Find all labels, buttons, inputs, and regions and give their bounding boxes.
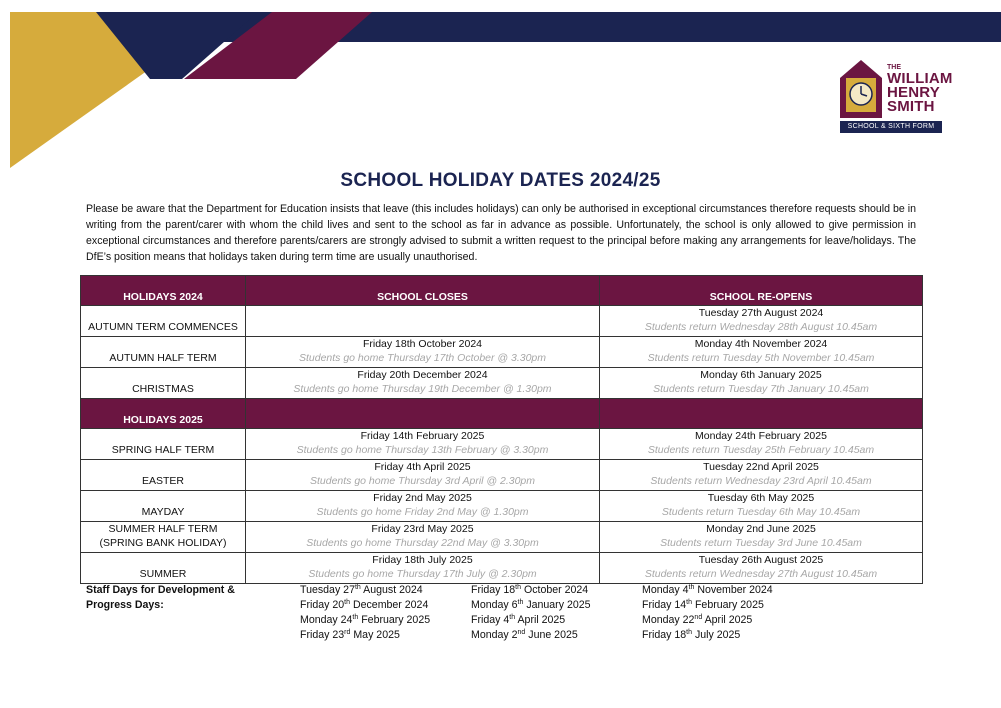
staff-dates-column-1 bbox=[300, 583, 430, 643]
close-date: Friday 20th December 2024 bbox=[357, 369, 488, 381]
holiday-name: SUMMER bbox=[81, 553, 246, 584]
reopen-date: Tuesday 22nd April 2025 bbox=[703, 461, 819, 473]
header-school-reopens: SCHOOL RE-OPENS bbox=[600, 276, 923, 306]
holiday-name: CHRISTMAS bbox=[81, 368, 246, 399]
close-note: Students go home Thursday 17th October @ 3.30pm bbox=[298, 352, 547, 364]
staff-date: Monday 4th November 2024 bbox=[642, 584, 773, 596]
header-empty bbox=[600, 399, 923, 429]
staff-date: Friday 18th October 2024 bbox=[471, 584, 589, 596]
holiday-table bbox=[80, 275, 923, 584]
close-cell bbox=[246, 491, 600, 522]
reopen-note: Students return Tuesday 7th January 10.45am bbox=[653, 383, 869, 395]
reopen-cell bbox=[600, 522, 923, 553]
reopen-cell bbox=[600, 553, 923, 584]
holiday-name: EASTER bbox=[81, 460, 246, 491]
reopen-date: Monday 24th February 2025 bbox=[695, 430, 827, 442]
table-row bbox=[81, 429, 923, 460]
staff-date: Monday 2nd June 2025 bbox=[471, 629, 578, 641]
table-header-2024 bbox=[81, 276, 923, 306]
header-empty bbox=[246, 399, 600, 429]
table-row bbox=[81, 368, 923, 399]
staff-dates-column-3 bbox=[642, 583, 773, 643]
close-cell bbox=[246, 429, 600, 460]
holiday-name: AUTUMN TERM COMMENCES bbox=[81, 306, 246, 337]
close-note: Students go home Thursday 13th February @ 3.30pm bbox=[296, 444, 549, 456]
staff-date: Monday 22nd April 2025 bbox=[642, 614, 753, 626]
close-cell bbox=[246, 460, 600, 491]
holiday-name-line-2: (SPRING BANK HOLIDAY) bbox=[99, 537, 227, 549]
table-row bbox=[81, 306, 923, 337]
holiday-name: AUTUMN HALF TERM bbox=[81, 337, 246, 368]
school-logo bbox=[838, 58, 970, 138]
close-date: Friday 23rd May 2025 bbox=[371, 523, 474, 535]
close-note: Students go home Thursday 17th July @ 2.30pm bbox=[308, 568, 537, 580]
reopen-note: Students return Wednesday 27th August 10.45am bbox=[644, 568, 878, 580]
reopen-cell bbox=[600, 491, 923, 522]
page-title: SCHOOL HOLIDAY DATES 2024/25 bbox=[340, 170, 661, 191]
table-row bbox=[81, 460, 923, 491]
reopen-note: Students return Tuesday 25th February 10.45am bbox=[647, 444, 875, 456]
intro-paragraph: Please be aware that the Department for Education insists that leave (this includes holidays) can only be authorised in exceptional circumstances therefore requests should be in writing from the parent/carer with whom the child lives and sent to the school as far in advance as possible. Unfortunately, the school is only allowed to give permission in exceptional circumstances and therefore parents/carers are strongly advised to submit a written request to the principal before making any arrangements for leave/holidays. The DfE’s position means that holidays taken during term time are usually unauthorised. bbox=[86, 203, 916, 263]
reopen-note: Students return Tuesday 6th May 10.45am bbox=[661, 506, 861, 518]
reopen-note: Students return Tuesday 5th November 10.45am bbox=[647, 352, 875, 364]
staff-date: Friday 14th February 2025 bbox=[642, 599, 764, 611]
close-date: Friday 18th October 2024 bbox=[362, 338, 483, 350]
logo-line-3: SMITH bbox=[887, 98, 935, 115]
logo-line-2: HENRY bbox=[887, 84, 940, 101]
clock-house-icon bbox=[838, 58, 884, 120]
reopen-note: Students return Tuesday 3rd June 10.45am bbox=[660, 537, 862, 549]
table-row bbox=[81, 553, 923, 584]
close-cell bbox=[246, 522, 600, 553]
reopen-note: Students return Wednesday 28th August 10.45am bbox=[644, 321, 878, 333]
staff-date: Friday 20th December 2024 bbox=[300, 599, 429, 611]
close-date: Friday 18th July 2025 bbox=[372, 554, 473, 566]
logo-the: THE bbox=[887, 64, 901, 71]
staff-label-line-1: Staff Days for Development & bbox=[86, 584, 235, 596]
staff-date: Tuesday 27th August 2024 bbox=[300, 584, 423, 596]
logo-line-1: WILLIAM bbox=[887, 70, 953, 87]
table-header-2025 bbox=[81, 399, 923, 429]
holiday-name: MAYDAY bbox=[81, 491, 246, 522]
reopen-date: Tuesday 27th August 2024 bbox=[698, 307, 824, 319]
close-note: Students go home Thursday 19th December @ 1.30pm bbox=[293, 383, 552, 395]
staff-dates-column-2 bbox=[471, 583, 591, 643]
table-row bbox=[81, 522, 923, 553]
reopen-note: Students return Wednesday 23rd April 10.45am bbox=[650, 475, 872, 487]
close-note: Students go home Friday 2nd May @ 1.30pm bbox=[316, 506, 529, 518]
reopen-date: Monday 6th January 2025 bbox=[700, 369, 822, 381]
reopen-cell bbox=[600, 460, 923, 491]
close-date: Friday 4th April 2025 bbox=[374, 461, 471, 473]
close-note: Students go home Thursday 22nd May @ 3.30pm bbox=[306, 537, 539, 549]
close-cell bbox=[246, 337, 600, 368]
logo-band: SCHOOL & SIXTH FORM bbox=[840, 121, 942, 133]
staff-date: Monday 24th February 2025 bbox=[300, 614, 431, 626]
reopen-cell bbox=[600, 429, 923, 460]
staff-days-label bbox=[86, 583, 276, 613]
reopen-date: Tuesday 6th May 2025 bbox=[707, 492, 815, 504]
holiday-name-line-1: SUMMER HALF TERM bbox=[108, 523, 218, 535]
close-date: Friday 14th February 2025 bbox=[360, 430, 485, 442]
holiday-name bbox=[81, 522, 246, 553]
close-cell bbox=[246, 306, 600, 337]
staff-label-line-2: Progress Days: bbox=[86, 599, 164, 611]
close-date: Friday 2nd May 2025 bbox=[373, 492, 472, 504]
reopen-date: Tuesday 26th August 2025 bbox=[698, 554, 824, 566]
reopen-cell bbox=[600, 306, 923, 337]
close-cell bbox=[246, 553, 600, 584]
close-cell bbox=[246, 368, 600, 399]
staff-date: Monday 6th January 2025 bbox=[471, 599, 591, 611]
reopen-date: Monday 4th November 2024 bbox=[694, 338, 828, 350]
staff-date: Friday 4th April 2025 bbox=[471, 614, 566, 626]
table-row bbox=[81, 337, 923, 368]
school-name bbox=[887, 64, 953, 114]
reopen-cell bbox=[600, 368, 923, 399]
header-holidays-2024: HOLIDAYS 2024 bbox=[81, 276, 246, 306]
header-school-closes: SCHOOL CLOSES bbox=[246, 276, 600, 306]
staff-date: Friday 18th July 2025 bbox=[642, 629, 741, 641]
header-holidays-2025: HOLIDAYS 2025 bbox=[81, 399, 246, 429]
table-row bbox=[81, 491, 923, 522]
reopen-cell bbox=[600, 337, 923, 368]
staff-date: Friday 23rd May 2025 bbox=[300, 629, 400, 641]
close-note: Students go home Thursday 3rd April @ 2.30pm bbox=[309, 475, 536, 487]
reopen-date: Monday 2nd June 2025 bbox=[706, 523, 816, 535]
holiday-name: SPRING HALF TERM bbox=[81, 429, 246, 460]
